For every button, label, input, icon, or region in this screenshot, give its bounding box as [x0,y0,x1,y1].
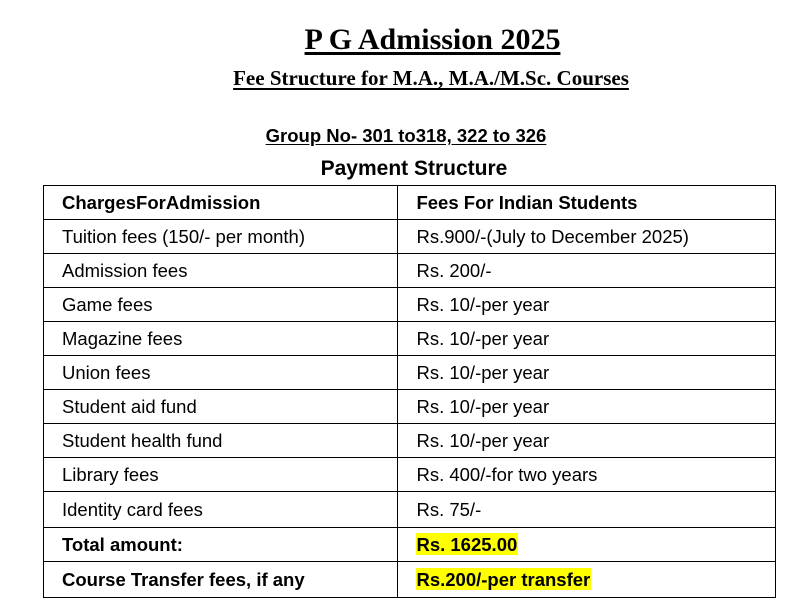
transfer-label: Course Transfer fees, if any [44,562,398,598]
fee-cell: Rs. 10/-per year [398,288,776,322]
section-heading: Payment Structure [320,157,508,180]
group-numbers: Group No- 301 to318, 322 to 326 [265,125,547,146]
column-header-fees: Fees For Indian Students [398,186,776,220]
fee-cell: Rs. 400/-for two years [398,458,776,492]
charge-cell: Admission fees [44,254,398,288]
table-row [44,492,776,528]
charge-cell: Student aid fund [44,390,398,424]
table-row [44,424,776,458]
table-row [44,220,776,254]
fee-cell: Rs. 75/- [398,492,776,528]
total-value-cell [398,528,776,562]
fee-cell: Rs.900/-(July to December 2025) [398,220,776,254]
transfer-value-highlight: Rs.200/-per transfer [416,568,591,590]
table-header-row [44,186,776,220]
fee-cell: Rs. 10/-per year [398,424,776,458]
charge-cell: Union fees [44,356,398,390]
total-row [44,528,776,562]
column-header-charges: ChargesForAdmission [44,186,398,220]
table-row [44,322,776,356]
transfer-row [44,562,776,598]
table-row [44,390,776,424]
charge-cell: Tuition fees (150/- per month) [44,220,398,254]
charge-cell: Student health fund [44,424,398,458]
fee-table [43,185,776,598]
total-label: Total amount: [44,528,398,562]
table-row [44,458,776,492]
table-row [44,356,776,390]
fee-cell: Rs. 10/-per year [398,390,776,424]
table-row [44,254,776,288]
transfer-value-cell [398,562,776,598]
charge-cell: Library fees [44,458,398,492]
table-row [44,288,776,322]
document-title: P G Admission 2025 [304,23,561,56]
fee-cell: Rs. 200/- [398,254,776,288]
fee-cell: Rs. 10/-per year [398,322,776,356]
fee-cell: Rs. 10/-per year [398,356,776,390]
charge-cell: Magazine fees [44,322,398,356]
charge-cell: Game fees [44,288,398,322]
document-subtitle: Fee Structure for M.A., M.A./M.Sc. Courses [233,66,629,90]
charge-cell: Identity card fees [44,492,398,528]
total-value-highlight: Rs. 1625.00 [416,533,518,555]
